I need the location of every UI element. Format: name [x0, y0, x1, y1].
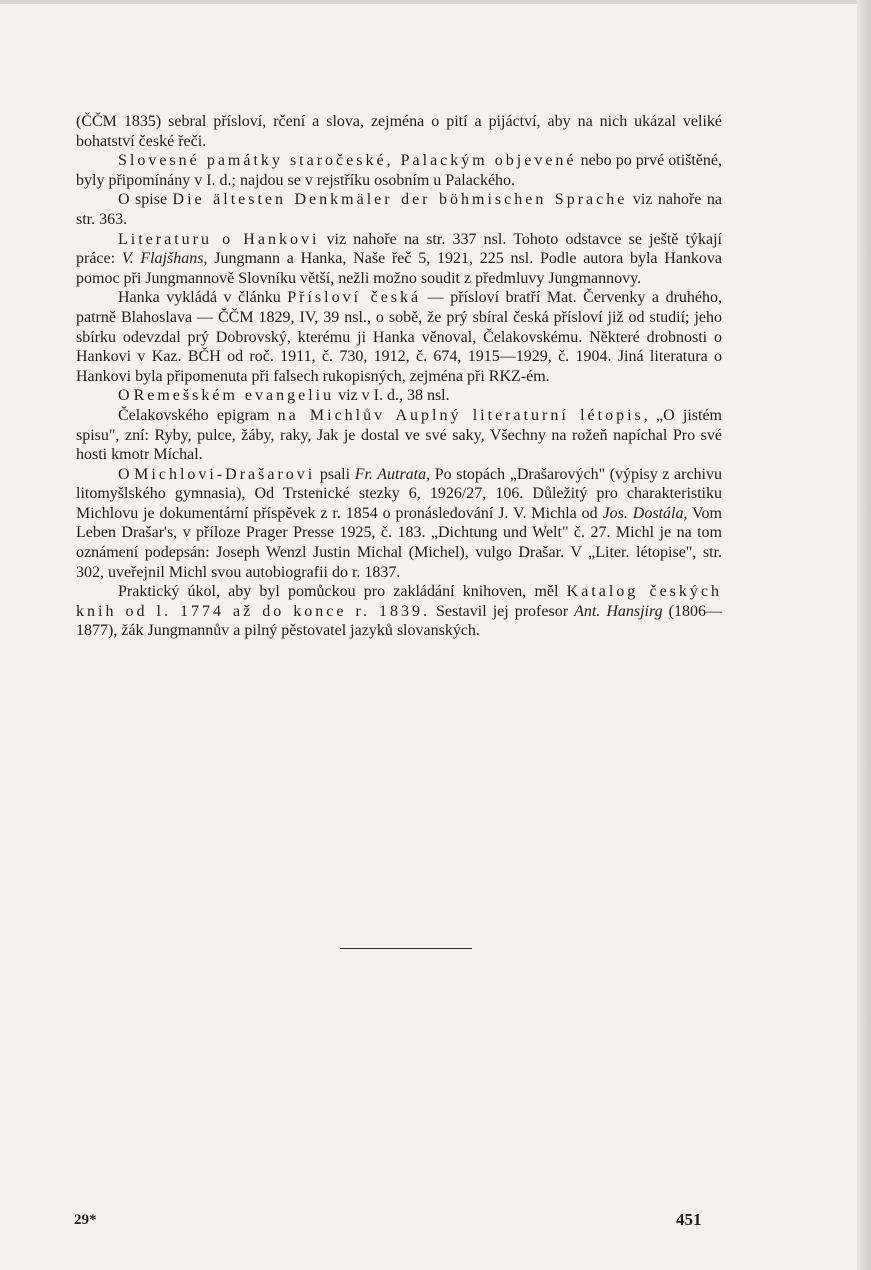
text-run: Sestavil jej profesor	[429, 602, 575, 620]
text-run: (1806—1877), žák Jungmannův a pilný pěstovatel jazyků slovanských.	[76, 602, 722, 640]
signature-mark: 29*	[74, 1212, 97, 1228]
text-run: Po stopách „Drašarových" (výpisy z archivu litomyšlského gymnasia), Od Trstenické stezky 6, 1926/27, 106. Důležitý pro charakteristiku Michlovu je dokumentární příspěvek z r. 1854 o pronásledování J. V. Michla od	[76, 465, 722, 522]
page-top-edge	[0, 0, 871, 4]
text-run: O	[118, 387, 134, 405]
italic-author: V. Flajšhans,	[121, 250, 208, 268]
italic-author: Fr. Autrata,	[354, 465, 431, 483]
page-right-edge	[857, 0, 871, 1270]
text-run: viz nahoře na str. 363.	[76, 191, 722, 228]
paragraph	[76, 190, 722, 229]
paragraph	[76, 151, 722, 190]
spaced-emphasis: Remešském evangeliu	[133, 387, 335, 405]
paragraph	[76, 288, 722, 386]
spaced-emphasis: Michlovi-Drašarovi	[134, 465, 316, 483]
text-run: viz nahoře na str. 337 nsl. Tohoto odstavce se ještě týkají práce:	[76, 230, 722, 268]
spaced-emphasis: Die ältesten Denkmäler der böhmischen Sprache	[172, 191, 628, 209]
text-run: psali	[315, 465, 355, 483]
spaced-emphasis: na Michlův Auplný literaturní létopis	[277, 406, 644, 424]
paragraph	[76, 465, 722, 583]
spaced-emphasis: Přísloví česká	[287, 289, 422, 307]
italic-author: Jos. Dostála,	[602, 504, 688, 522]
page-number: 451	[676, 1210, 702, 1229]
paragraph	[76, 230, 722, 289]
text-run: — přísloví bratří Mat. Červenky a druhého, patrně Blahoslava — ČČM 1829, IV, 39 nsl., o sobě, že prý sbíral česká přísloví již od studií; jeho sbírku odevzdal prý Dobrovský, kterému ji Hanka věnoval, Čelakovskému. Některé drobnosti o Hankovi v Kaz. BČH od roč. 1911, č. 730, 1912, č. 674, 1915—1929, č. 1904. Jiná literatura o Hankovi byla připomenuta při falsech rukopisných, zejména při RKZ-ém.	[76, 289, 722, 385]
italic-author: Ant. Hansjirg	[574, 602, 663, 620]
paragraph	[76, 112, 722, 151]
paragraph	[76, 582, 722, 641]
text-run: Hanka vykládá v článku	[118, 289, 288, 307]
paragraph	[76, 406, 722, 465]
text-run: (ČČM 1835) sebral přísloví, rčení a slova, zejména o pití a pijáctví, aby na nich ukázal veliké bohatství české řeči.	[76, 113, 722, 150]
text-run: Vom Leben Drašar's, v příloze Prager Presse 1925, č. 183. „Dichtung und Welt" č. 27. Michl je na tom oznámení podepsán: Joseph Wenzl Justin Michal (Michel), vulgo Drašar. V „Liter. létopise", str. 302, uveřejnil Michl svou autobiografii do r. 1837.	[76, 504, 722, 581]
separator-rule	[340, 948, 472, 949]
text-run: Jungmann a Hanka, Naše řeč 5, 1921, 225 nsl. Podle autora byla Hankova pomoc při Jungmannově Slovníku větší, nežli možno soudit z předmluvy Jungmannovy.	[76, 250, 723, 287]
spaced-emphasis: Literaturu o Hankovi	[118, 230, 320, 248]
body-text	[76, 112, 722, 641]
spaced-emphasis: Slovesné památky staročeské, Palackým objevené	[118, 152, 577, 170]
text-run: nebo po prvé otištěné, byly připomínány v I. d.; najdou se v rejstříku osobním u Palackého.	[76, 152, 723, 189]
spaced-emphasis: Katalog českých knih od l. 1774 až do konce r. 1839.	[76, 583, 722, 620]
text-run: Čelakovského epigram	[118, 406, 278, 424]
text-run: O spise	[118, 191, 173, 209]
paragraph	[76, 386, 722, 406]
text-run: viz v I. d., 38 nsl.	[334, 387, 450, 405]
text-run: , „O jistém spisu", zní: Ryby, pulce, žáby, raky, Jak je dostal ve své saky, Všechny na rožeň napíchal Pro své hosti kmotr Míchal.	[76, 406, 722, 464]
text-run: Praktický úkol, aby byl pomůckou pro zakládání knihoven, měl	[118, 583, 567, 601]
text-run: O	[118, 465, 135, 483]
